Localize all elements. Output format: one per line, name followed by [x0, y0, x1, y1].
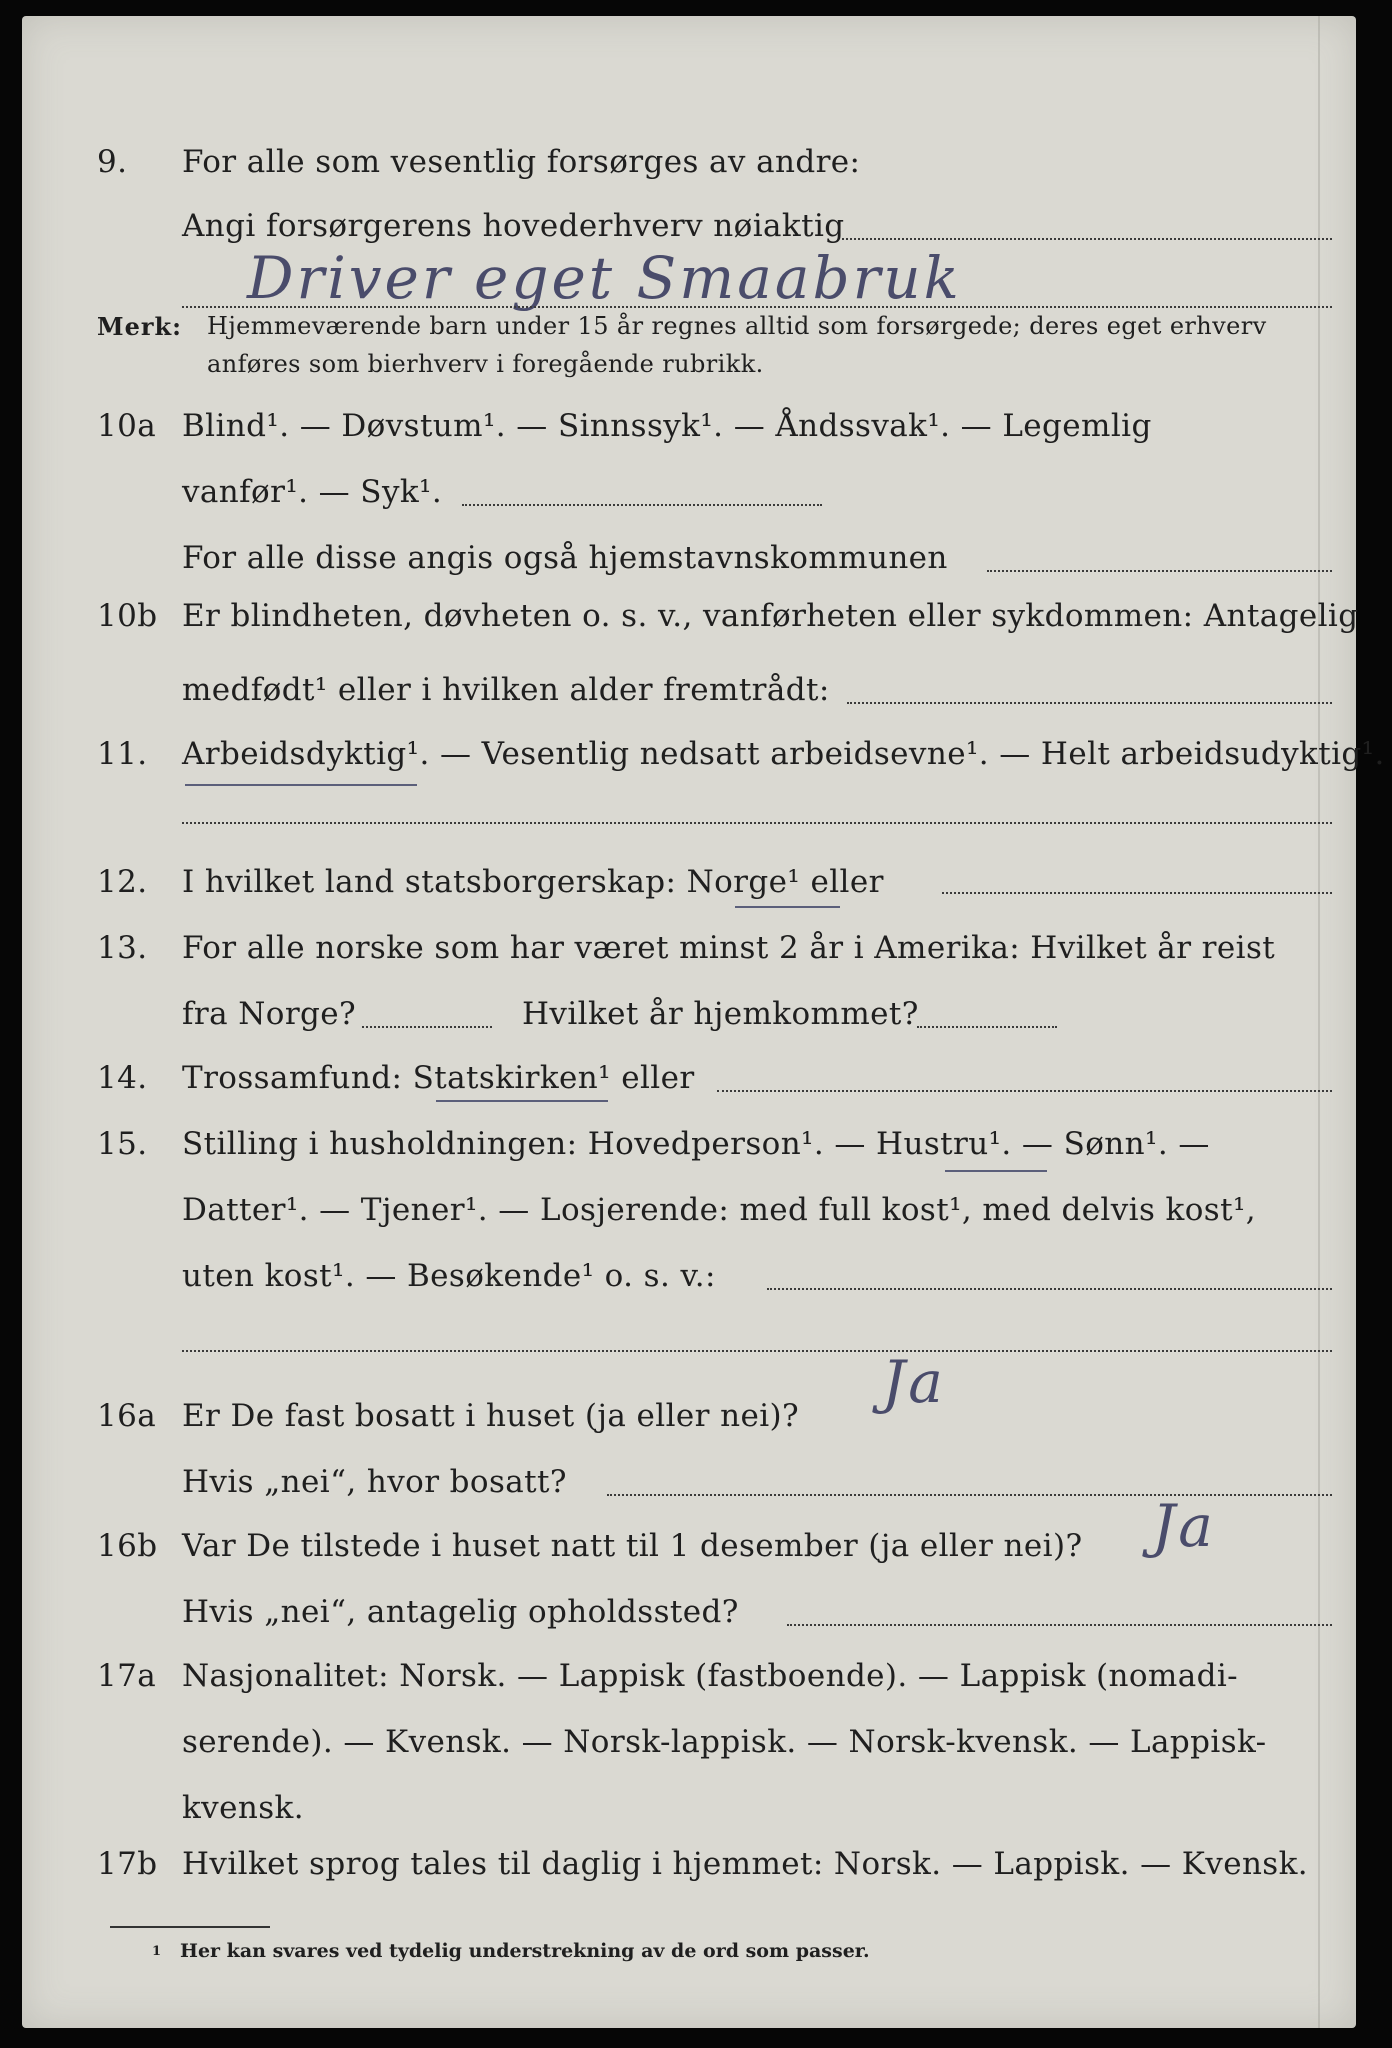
- merk-line-1: Hjemmeværende barn under 15 år regnes alltid som forsørgede; deres eget erhverv: [207, 312, 1267, 340]
- q10b-line-2: medfødt¹ eller i hvilken alder fremtrådt:: [182, 672, 830, 708]
- q17b-number: 17b: [97, 1846, 158, 1882]
- q11-number: 11.: [97, 736, 148, 772]
- q11-line-1: Arbeidsdyktig¹. — Vesentlig nedsatt arbeidsevne¹. — Helt arbeidsudyktig¹.: [182, 736, 1385, 772]
- q9-occupation-label: Angi forsørgerens hovederhverv nøiaktig: [182, 208, 845, 244]
- q10b-line-1: Er blindheten, døvheten o. s. v., vanførheten eller sykdommen: Antagelig: [182, 598, 1359, 634]
- q16b-handwritten-answer: Ja: [1152, 1492, 1216, 1560]
- q10a-number: 10a: [97, 408, 157, 444]
- q9-dotted-line: [842, 238, 1332, 240]
- q14-underline-statskirken: [436, 1100, 608, 1102]
- q10a-line-1: Blind¹. — Døvstum¹. — Sinnssyk¹. — Åndssvak¹. — Legemlig: [182, 408, 1152, 444]
- q15-line-2: Datter¹. — Tjener¹. — Losjerende: med full kost¹, med delvis kost¹,: [182, 1192, 1257, 1228]
- q10b-dotted-line: [847, 702, 1332, 704]
- q12-underline-norge: [735, 906, 840, 908]
- q16a-line-2: Hvis „nei“, hvor bosatt?: [182, 1464, 567, 1500]
- q16b-dotted-line: [787, 1624, 1332, 1626]
- q10a-line-3: For alle disse angis også hjemstavnskommunen: [182, 540, 948, 576]
- q16a-number: 16a: [97, 1398, 157, 1434]
- q11-dotted-line: [182, 822, 1332, 824]
- q15-line-1: Stilling i husholdningen: Hovedperson¹. — Hustru¹. — Sønn¹. —: [182, 1126, 1210, 1162]
- q15-dotted-line: [767, 1288, 1332, 1290]
- q16b-line-1: Var De tilstede i huset natt til 1 desember (ja eller nei)?: [182, 1528, 1083, 1564]
- footnote-rule: [110, 1926, 270, 1928]
- q17b-line-1: Hvilket sprog tales til daglig i hjemmet: Norsk. — Lappisk. — Kvensk.: [182, 1846, 1309, 1882]
- q12-number: 12.: [97, 864, 148, 900]
- q17a-line-2: serende). — Kvensk. — Norsk-lappisk. — Norsk-kvensk. — Lappisk-: [182, 1724, 1267, 1760]
- q16a-dotted-line: [607, 1494, 1332, 1496]
- q12-dotted-line: [942, 892, 1332, 894]
- q15-number: 15.: [97, 1126, 148, 1162]
- q10b-number: 10b: [97, 598, 158, 634]
- footnote-text: Her kan svares ved tydelig understrekning av de ord som passer.: [180, 1940, 870, 1962]
- merk-line-2: anføres som bierhverv i foregående rubrikk.: [207, 350, 764, 378]
- q9-text: For alle som vesentlig forsørges av andre:: [182, 144, 861, 180]
- q17a-line-1: Nasjonalitet: Norsk. — Lappisk (fastboende). — Lappisk (nomadi-: [182, 1658, 1239, 1694]
- census-form-page: [22, 16, 1385, 2028]
- q11-underline-arbeidsdyktig: [185, 784, 417, 786]
- q13-line-1: For alle norske som har været minst 2 år i Amerika: Hvilket år reist: [182, 930, 1276, 966]
- q14-line-1: Trossamfund: Statskirken¹ eller: [182, 1060, 695, 1096]
- merk-label: Merk:: [97, 312, 182, 341]
- q14-number: 14.: [97, 1060, 148, 1096]
- q15-dotted-line-2: [182, 1350, 1332, 1352]
- q10a-dotted-line-2: [987, 570, 1332, 572]
- q13-number: 13.: [97, 930, 148, 966]
- q15-line-3: uten kost¹. — Besøkende¹ o. s. v.:: [182, 1258, 716, 1294]
- q13-line-2b: Hvilket år hjemkommet?: [522, 996, 919, 1032]
- q16b-number: 16b: [97, 1528, 158, 1564]
- q16b-line-2: Hvis „nei“, antagelig opholdssted?: [182, 1594, 739, 1630]
- footnote-mark: 1: [152, 1944, 162, 1959]
- q10a-dotted-line: [462, 504, 822, 506]
- q17a-line-3: kvensk.: [182, 1790, 304, 1826]
- q16a-line-1: Er De fast bosatt i huset (ja eller nei)?: [182, 1398, 800, 1434]
- q13-dotted-line-2: [917, 1026, 1057, 1028]
- q10a-line-2: vanfør¹. — Syk¹.: [182, 474, 443, 510]
- q15-underline-hustru: [945, 1170, 1047, 1172]
- q14-dotted-line: [717, 1090, 1332, 1092]
- q13-dotted-line-1: [362, 1026, 492, 1028]
- q17a-number: 17a: [97, 1658, 157, 1694]
- q9-number: 9.: [97, 144, 128, 180]
- page-fold: [1318, 16, 1320, 2028]
- q16a-handwritten-answer: Ja: [882, 1348, 946, 1416]
- q12-line-1: I hvilket land statsborgerskap: Norge¹ eller: [182, 864, 884, 900]
- q9-handwritten-answer: Driver eget Smaabruk: [247, 244, 962, 312]
- q9-answer-line: [182, 306, 1332, 308]
- q13-line-2a: fra Norge?: [182, 996, 357, 1032]
